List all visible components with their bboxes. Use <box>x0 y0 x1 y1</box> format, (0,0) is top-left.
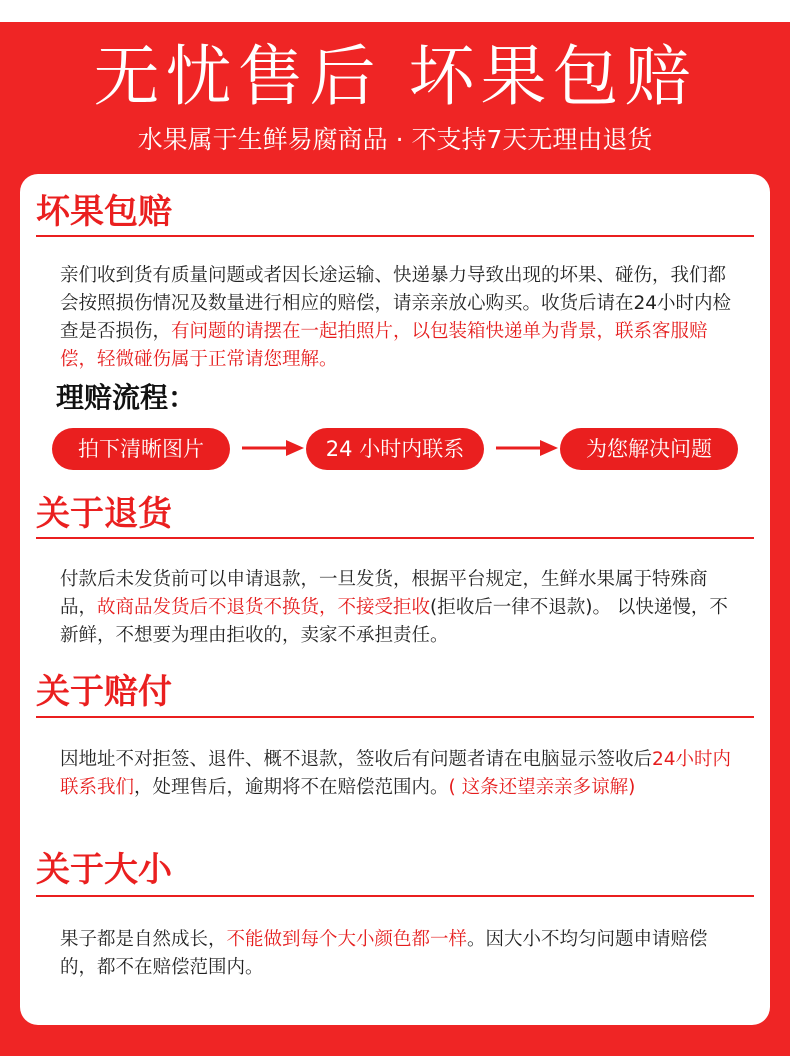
text-highlight: ( 这条还望亲亲多谅解) <box>448 777 636 798</box>
process-step-3: 为您解决问题 <box>560 428 738 470</box>
section-title-bad-fruit: 坏果包赔 <box>36 192 172 232</box>
section-text-size <box>60 926 738 982</box>
text-normal: (拒收后一律不退款)。 以快递慢，不新鲜，不想要为理由拒收的，卖家不承担责任。 <box>60 597 728 646</box>
page-title: 无忧售后 坏果包赔 <box>93 38 697 115</box>
section-text-bad-fruit <box>60 262 738 374</box>
process-step-1: 拍下清晰图片 <box>52 428 230 470</box>
arrow-right-icon <box>242 438 306 458</box>
section-divider <box>36 537 754 539</box>
text-normal: ，处理售后，逾期将不在赔偿范围内。 <box>134 777 449 798</box>
section-title-returns: 关于退货 <box>36 494 172 534</box>
text-normal: 果子都是自然成长， <box>60 929 227 950</box>
section-divider <box>36 716 754 718</box>
section-divider <box>36 235 754 237</box>
text-normal: 因地址不对拒签、退件、概不退款，签收后有问题者请在电脑显示签收后 <box>60 749 653 770</box>
text-highlight: 有问题的请摆在一起拍照片，以包装箱快递单为背景，联系客服赔偿，轻微碰伤属于正常请您理解。 <box>60 321 708 370</box>
page-subtitle: 水果属于生鲜易腐商品 · 不支持7天无理由退货 <box>137 125 653 154</box>
process-step-2: 24 小时内联系 <box>306 428 484 470</box>
text-highlight: 24小时内联系我们 <box>60 749 732 798</box>
section-text-compensation <box>60 746 738 802</box>
content-panel <box>20 174 770 1025</box>
text-normal: 。因大小不均匀问题申请赔偿的，都不在赔偿范围内。 <box>60 929 708 978</box>
text-highlight: 不能做到每个大小颜色都一样 <box>226 929 468 950</box>
top-band <box>0 0 790 22</box>
text-normal: 亲们收到货有质量问题或者因长途运输、快递暴力导致出现的坏果、碰伤，我们都会按照损伤情况及数量进行相应的赔偿，请亲亲放心购买。收货后请在24小时内检查是否损伤， <box>60 265 732 342</box>
section-divider <box>36 895 754 897</box>
text-highlight: 故商品发货后不退货不换货，不接受拒收 <box>97 597 431 618</box>
text-normal: 付款后未发货前可以申请退款，一旦发货，根据平台规定，生鲜水果属于特殊商品， <box>60 569 708 618</box>
section-title-compensation: 关于赔付 <box>36 672 172 712</box>
arrow-right-icon <box>496 438 560 458</box>
process-title: 理赔流程： <box>56 381 197 414</box>
section-title-size: 关于大小 <box>36 850 172 890</box>
section-text-returns <box>60 566 738 650</box>
